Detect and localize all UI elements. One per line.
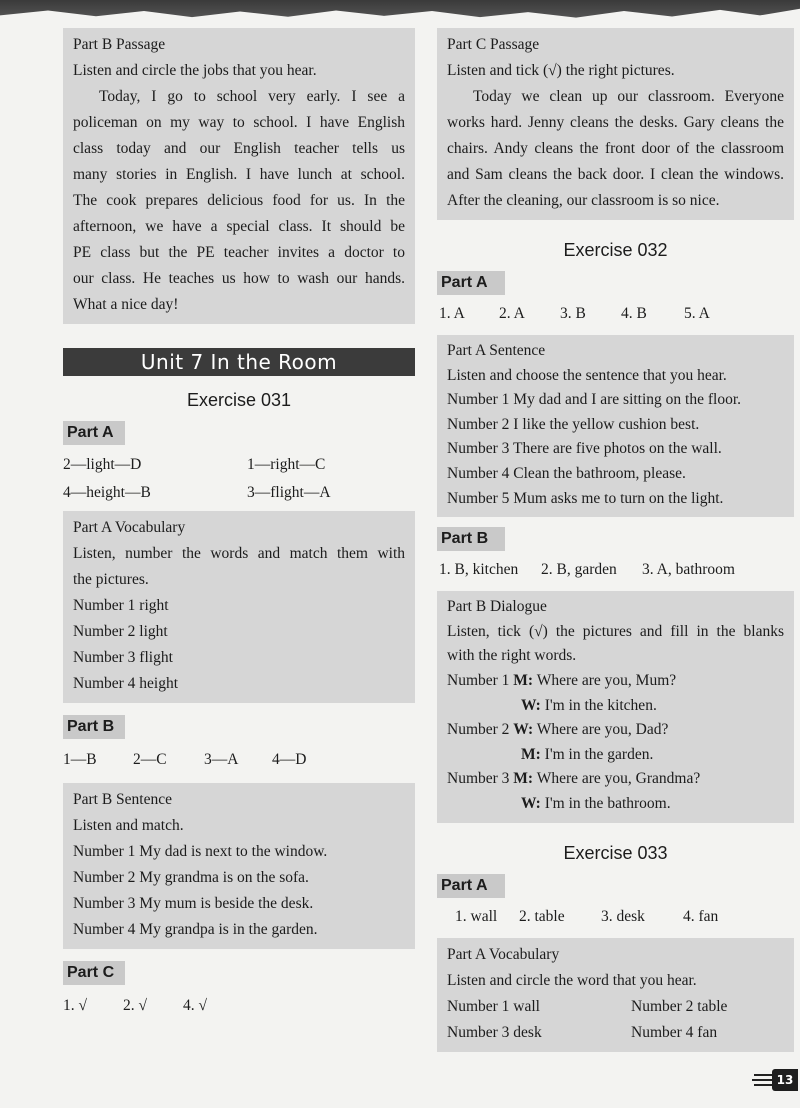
part-a-answers <box>63 451 415 507</box>
vocab-row <box>447 994 784 1020</box>
answer-item: 3—A <box>204 751 239 768</box>
answer-item: 2—C <box>133 751 167 768</box>
box-line: Number 5 Mum asks me to turn on the light. <box>447 489 724 507</box>
passage-line: policeman on my way to school. I have English <box>73 114 405 131</box>
passage-line: PE class but the PE teacher invites a doctor to <box>73 244 405 261</box>
part-b-answers <box>63 747 415 773</box>
box-title: Part C Passage <box>447 36 540 53</box>
exercise-032-title: Exercise 032 <box>563 240 668 260</box>
dialogue-line <box>447 792 784 817</box>
passage-line: After the cleaning, our classroom is so nice. <box>447 192 720 209</box>
part-a-sentence-box <box>437 335 794 517</box>
answer-item: 2—light—D <box>63 456 142 473</box>
box-line: Number 2 My grandma is on the sofa. <box>73 869 309 886</box>
passage-line: afternoon, we have a special class. It should be <box>73 218 405 235</box>
box-line: Number 4 Clean the bathroom, please. <box>447 464 686 482</box>
box-line: Listen and match. <box>73 817 184 834</box>
box-line: Number 3 My mum is beside the desk. <box>73 895 314 912</box>
dialogue-line <box>447 669 784 694</box>
passage-line: many stories in English. I have lunch at school. <box>73 166 405 183</box>
box-title: Part A Vocabulary <box>447 945 560 963</box>
box-line: Number 1 My dad is next to the window. <box>73 843 328 860</box>
box-line: Number 2 table <box>631 997 728 1015</box>
box-instruction: Listen and circle the jobs that you hear. <box>73 62 317 79</box>
passage-line: chairs. Andy cleans the front door of the classroom <box>447 140 784 157</box>
passage-line: works hard. Jenny cleans the desks. Gary cleans the <box>447 114 784 131</box>
box-instruction: Listen and tick (√) the right pictures. <box>447 62 675 79</box>
speech: I'm in the garden. <box>540 745 654 763</box>
box-line: Number 1 right <box>73 597 169 614</box>
part-b-passage-box <box>63 28 415 324</box>
box-title: Part B Sentence <box>73 791 173 808</box>
unit-title-banner: Unit 7 In the Room <box>63 348 415 376</box>
part-a-label: Part A <box>437 271 505 295</box>
speech: Where are you, Dad? <box>533 721 669 739</box>
passage-line: class today and our English teacher tells us <box>73 140 405 157</box>
part-b-label: Part B <box>437 527 505 551</box>
answer-item: 1. wall <box>455 907 498 925</box>
part-b-label: Part B <box>63 715 125 739</box>
exercise-033-title: Exercise 033 <box>563 842 668 863</box>
speaker: W: <box>521 696 541 714</box>
answer-item: 1. A <box>439 305 465 322</box>
box-line: Number 2 I like the yellow cushion best. <box>447 415 700 433</box>
part-a-answers <box>455 904 794 930</box>
right-column <box>437 28 794 1052</box>
passage-line: Today, I go to school very early. I see a <box>99 88 405 105</box>
speech: Where are you, Grandma? <box>533 770 701 788</box>
answer-item: 2. B, garden <box>541 561 617 579</box>
answer-item: 1. √ <box>63 997 88 1014</box>
speech: Where are you, Mum? <box>533 671 677 689</box>
box-line: Number 4 My grandpa is in the garden. <box>73 921 318 938</box>
box-line: Number 2 light <box>73 623 168 640</box>
vocab-row <box>447 1020 784 1046</box>
box-title: Part B Dialogue <box>447 598 547 616</box>
box-title: Part A Sentence <box>447 342 546 359</box>
left-column <box>63 28 415 1027</box>
box-line: Number 4 fan <box>631 1023 718 1041</box>
speech: I'm in the kitchen. <box>540 696 657 714</box>
dialogue-line <box>447 767 784 792</box>
answer-item: 1—right—C <box>247 456 326 473</box>
answer-item: 4. √ <box>183 997 208 1014</box>
part-c-label: Part C <box>63 961 125 985</box>
answer-item: 1—B <box>63 751 97 768</box>
answer-item: 3. A, bathroom <box>642 561 735 579</box>
speaker: W: <box>513 721 534 739</box>
passage-line: Today we clean up our classroom. Everyone <box>473 88 784 105</box>
box-instruction: Listen and circle the word that you hear. <box>447 971 697 989</box>
torn-page-edge <box>0 0 800 22</box>
answer-item: 2. table <box>519 907 565 925</box>
passage-line: What a nice day! <box>73 296 179 313</box>
answer-item: 3. B <box>560 305 586 322</box>
dialogue-line <box>447 694 784 719</box>
box-title: Part B Passage <box>73 36 166 53</box>
part-a-answers <box>439 301 794 327</box>
answer-item: 3. desk <box>601 907 645 925</box>
box-line: Number 1 My dad and I are sitting on the floor. <box>447 391 742 409</box>
passage-line: and Sam cleans the back door. I clean the windows. <box>447 166 784 183</box>
answer-item: 4—height—B <box>63 484 151 501</box>
part-a-label: Part A <box>63 421 125 445</box>
speaker: M: <box>513 770 534 788</box>
page-marker-lines-icon <box>752 1072 772 1088</box>
answer-item: 2. √ <box>123 997 148 1014</box>
box-instruction: with the right words. <box>447 647 577 665</box>
box-line: Number 1 wall <box>447 997 540 1015</box>
part-a-vocabulary-box <box>437 938 794 1052</box>
box-instruction: Listen, tick (√) the pictures and fill in the blanks <box>447 622 784 640</box>
box-line: Listen, number the words and match them with <box>73 545 405 562</box>
dialogue-number: Number 3 <box>447 770 514 788</box>
part-a-vocabulary-box <box>63 511 415 703</box>
part-c-answers <box>63 993 415 1019</box>
dialogue-number: Number 1 <box>447 671 514 689</box>
answer-item: 1. B, kitchen <box>439 561 519 579</box>
box-line: the pictures. <box>73 571 149 588</box>
speaker: W: <box>521 794 541 812</box>
answer-item: 4. B <box>621 305 647 322</box>
part-c-passage-box <box>437 28 794 220</box>
box-title: Part A Vocabulary <box>73 519 186 536</box>
box-line: Listen and choose the sentence that you hear. <box>447 366 727 384</box>
speaker: M: <box>513 671 534 689</box>
passage-line: The cook prepares delicious food for us. In the <box>73 192 405 209</box>
speech: I'm in the bathroom. <box>540 794 671 812</box>
dialogue-line <box>447 718 784 743</box>
box-line: Number 3 desk <box>447 1023 542 1041</box>
box-line: Number 4 height <box>73 675 179 692</box>
part-a-label: Part A <box>437 874 505 898</box>
part-b-sentence-box <box>63 783 415 949</box>
passage-line: our class. He teaches us how to wash our hands. <box>73 270 405 287</box>
speaker: M: <box>521 745 541 763</box>
exercise-031-title: Exercise 031 <box>186 390 292 410</box>
page-number: 13 <box>772 1069 798 1091</box>
part-b-dialogue-box <box>437 591 794 822</box>
answer-item: 3—flight—A <box>247 484 331 501</box>
box-line: Number 3 There are five photos on the wall. <box>447 440 722 458</box>
box-line: Number 3 flight <box>73 649 173 666</box>
answer-item: 5. A <box>684 305 710 322</box>
dialogue-line <box>447 743 784 768</box>
answer-item: 2. A <box>499 305 525 322</box>
answer-item: 4. fan <box>683 907 719 925</box>
answer-item: 4—D <box>272 751 307 768</box>
part-b-answers <box>439 557 794 583</box>
dialogue-number: Number 2 <box>447 721 514 739</box>
